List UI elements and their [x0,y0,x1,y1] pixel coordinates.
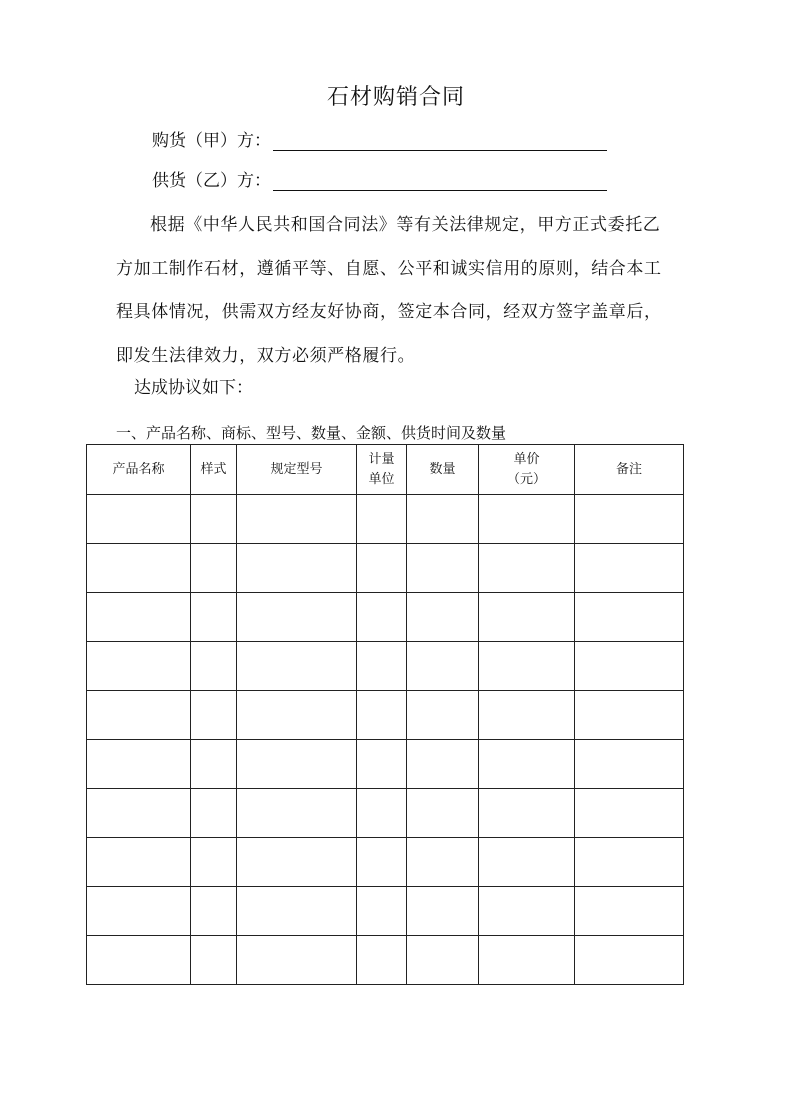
table-cell[interactable] [357,740,407,789]
table-cell[interactable] [191,691,237,740]
table-cell[interactable] [191,495,237,544]
table-cell[interactable] [357,593,407,642]
table-cell[interactable] [87,642,191,691]
table-cell[interactable] [357,936,407,985]
table-cell[interactable] [87,495,191,544]
header-line: 数量 [429,461,456,477]
table-cell[interactable] [87,593,191,642]
seller-party-line [152,166,607,191]
table-cell[interactable] [87,789,191,838]
table-cell[interactable] [191,838,237,887]
header-line: 样式 [200,461,227,477]
table-cell[interactable] [191,936,237,985]
table-cell[interactable] [479,936,575,985]
table-header-row [87,445,684,495]
header-style [191,445,237,495]
table-cell[interactable] [407,740,479,789]
intro-line: 即发生法律效力，双方必须严格履行。 [116,345,416,366]
table-cell[interactable] [357,691,407,740]
table-cell[interactable] [237,936,357,985]
table-cell[interactable] [575,838,684,887]
table-cell[interactable] [237,593,357,642]
table-row [87,593,684,642]
table-cell[interactable] [357,495,407,544]
document-title: 石材购销合同 [326,85,465,110]
table-cell[interactable] [407,495,479,544]
table-cell[interactable] [407,887,479,936]
table-cell[interactable] [87,936,191,985]
header-unit-price [479,445,575,495]
seller-blank-field[interactable] [273,172,607,191]
intro-paragraph [116,204,700,378]
section-heading: 一、产品名称、商标、型号、数量、金额、供货时间及数量 [116,424,507,442]
table-cell[interactable] [407,691,479,740]
table-cell[interactable] [407,642,479,691]
table-cell[interactable] [407,789,479,838]
header-line: 单价 [513,451,540,467]
header-line: 单位 [368,471,395,487]
table-cell[interactable] [191,593,237,642]
table-cell[interactable] [575,495,684,544]
table-cell[interactable] [479,789,575,838]
table-cell[interactable] [191,740,237,789]
table-cell[interactable] [357,789,407,838]
buyer-label: 购货（甲）方： [152,131,271,151]
table-cell[interactable] [357,642,407,691]
table-row [87,544,684,593]
header-unit [357,445,407,495]
header-remarks [575,445,684,495]
table-cell[interactable] [575,740,684,789]
table-cell[interactable] [479,642,575,691]
table-cell[interactable] [407,544,479,593]
table-cell[interactable] [575,642,684,691]
table-cell[interactable] [87,544,191,593]
table-cell[interactable] [407,838,479,887]
product-table [86,444,684,985]
header-quantity [407,445,479,495]
header-line: 备注 [615,461,642,477]
header-line: 规定型号 [270,461,323,477]
table-cell[interactable] [479,593,575,642]
table-row [87,740,684,789]
table-cell[interactable] [87,838,191,887]
table-row [87,642,684,691]
table-cell[interactable] [87,740,191,789]
table-cell[interactable] [237,789,357,838]
table-cell[interactable] [407,936,479,985]
table-cell[interactable] [479,544,575,593]
header-line: （元） [506,471,546,487]
table-cell[interactable] [479,838,575,887]
table-cell[interactable] [237,740,357,789]
agreement-statement: 达成协议如下： [134,378,253,398]
table-cell[interactable] [237,887,357,936]
buyer-blank-field[interactable] [273,132,607,151]
table-row [87,887,684,936]
table-cell[interactable] [575,691,684,740]
table-cell[interactable] [575,544,684,593]
table-cell[interactable] [575,593,684,642]
table-cell[interactable] [575,936,684,985]
table-body [87,495,684,985]
table-cell[interactable] [237,642,357,691]
table-row [87,838,684,887]
table-cell[interactable] [407,593,479,642]
table-cell[interactable] [191,789,237,838]
table-cell[interactable] [237,495,357,544]
intro-line: 根据《中华人民共和国合同法》等有关法律规定，甲方正式委托乙 [150,215,661,235]
table-cell[interactable] [479,740,575,789]
table-cell[interactable] [237,544,357,593]
header-line: 计量 [368,451,395,467]
table-cell[interactable] [575,789,684,838]
table-cell[interactable] [575,887,684,936]
buyer-party-line [152,126,607,151]
table-cell[interactable] [357,887,407,936]
table-row [87,495,684,544]
table-cell[interactable] [479,887,575,936]
table-cell[interactable] [479,691,575,740]
intro-line: 程具体情况，供需双方经友好协商，签定本合同，经双方签字盖章后， [116,302,662,322]
table-cell[interactable] [237,691,357,740]
table-cell[interactable] [237,838,357,887]
table-cell[interactable] [191,544,237,593]
table-cell[interactable] [87,887,191,936]
table-cell[interactable] [87,691,191,740]
seller-label: 供货（乙）方： [152,171,271,191]
table-cell[interactable] [357,838,407,887]
table-cell[interactable] [479,495,575,544]
header-line: 产品名称 [112,461,165,477]
table-row [87,691,684,740]
intro-line: 方加工制作石材，遵循平等、自愿、公平和诚实信用的原则，结合本工 [116,258,662,279]
table-row [87,789,684,838]
header-product-name [87,445,191,495]
table-cell[interactable] [191,887,237,936]
table-row [87,936,684,985]
table-cell[interactable] [357,544,407,593]
table-cell[interactable] [191,642,237,691]
header-model [237,445,357,495]
